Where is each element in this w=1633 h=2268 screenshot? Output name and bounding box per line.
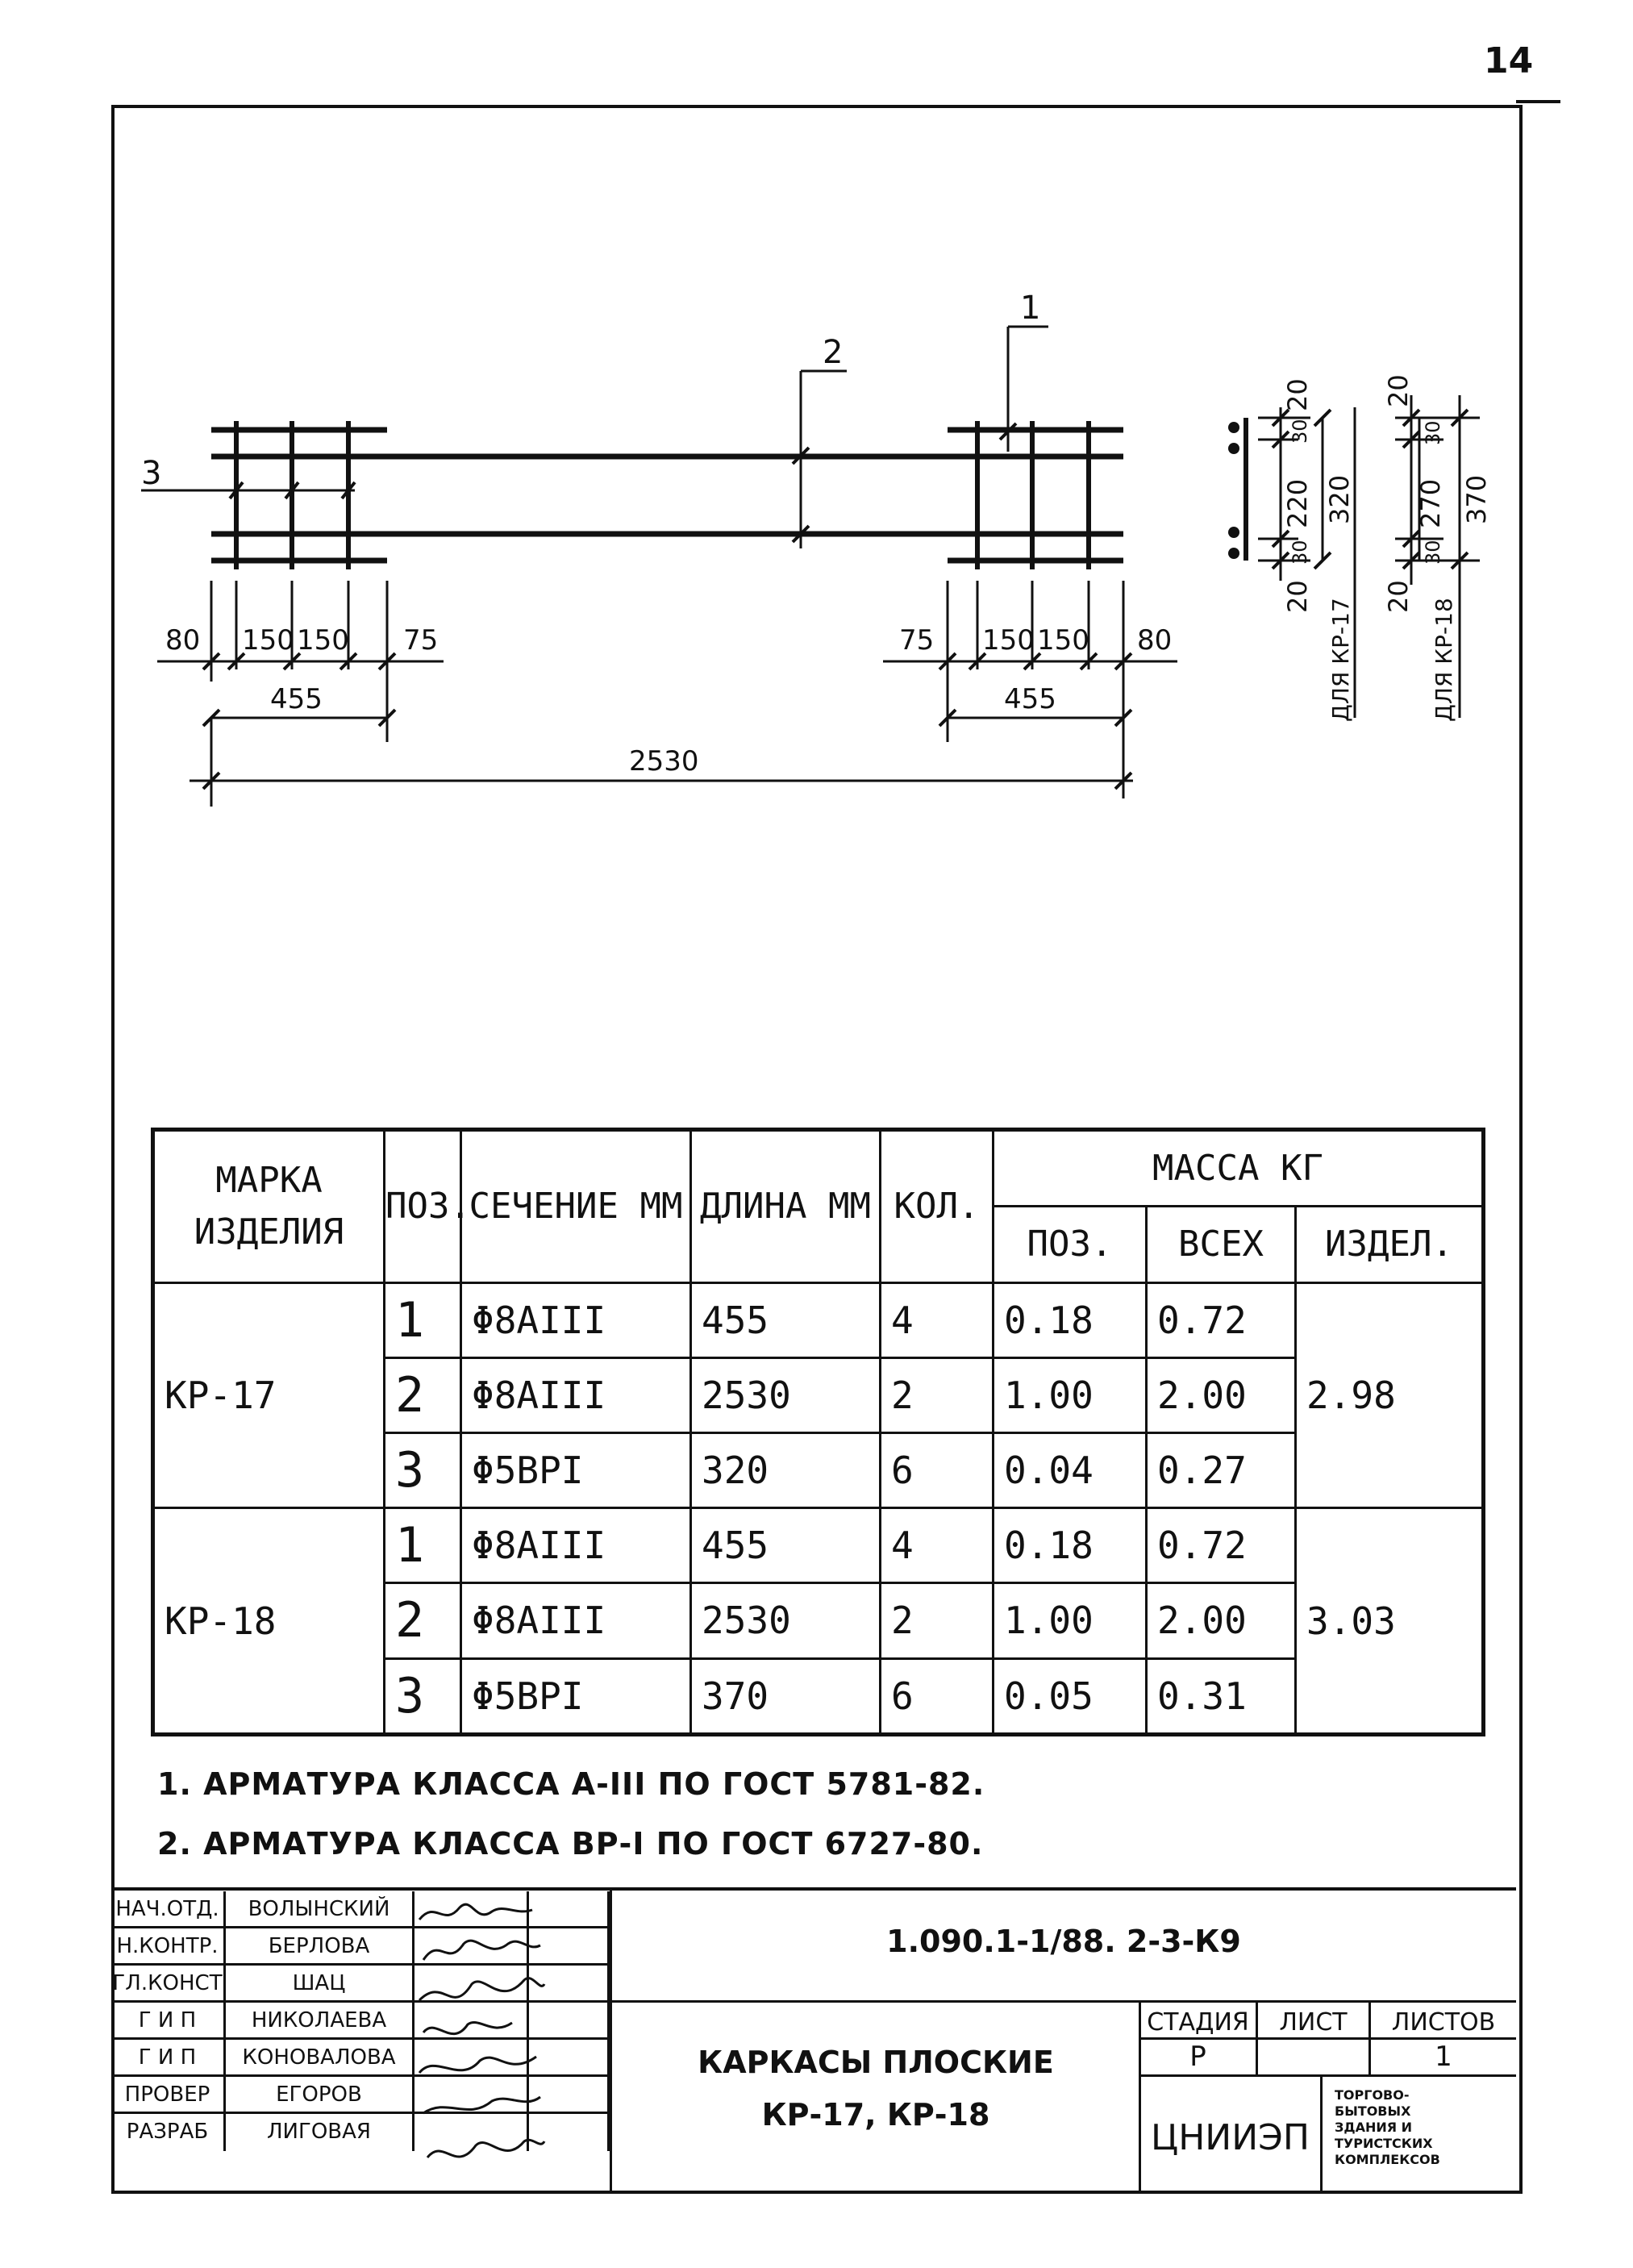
- mass-pos-cell: 0.04: [994, 1433, 1147, 1508]
- sec17-total: 320: [1324, 474, 1355, 524]
- organization-name: ЦНИИЭП: [1151, 2117, 1310, 2158]
- item-mass-cell: 3.03: [1296, 1508, 1484, 1735]
- sec17-30b: 30: [1289, 540, 1311, 565]
- title-block-divider: [610, 1889, 612, 2191]
- qty-cell: 4: [881, 1283, 994, 1358]
- pos-cell: 3: [385, 1658, 461, 1734]
- mass-all-cell: 0.27: [1147, 1433, 1296, 1508]
- header-mass-all: ВСЕХ: [1147, 1207, 1296, 1283]
- qty-cell: 6: [881, 1658, 994, 1734]
- pos-cell: 1: [385, 1508, 461, 1583]
- header-mass: МАССА КГ: [994, 1130, 1484, 1207]
- drawing-title-line1: КАРКАСЫ ПЛОСКИЕ: [698, 2045, 1054, 2080]
- dim-right-3: 150: [1037, 624, 1089, 657]
- qty-cell: 4: [881, 1508, 994, 1583]
- approval-role: Г И П: [111, 2040, 226, 2074]
- org-desc-line: КОМПЛЕКСОВ: [1335, 2152, 1440, 2167]
- pos-cell: 2: [385, 1358, 461, 1433]
- length-cell: 320: [691, 1433, 881, 1508]
- mass-pos-cell: 1.00: [994, 1358, 1147, 1433]
- signatures-graphic: [411, 1895, 548, 2194]
- stage-header-line: [1139, 2037, 1516, 2040]
- section-cell: Φ8AIII: [461, 1283, 691, 1358]
- approval-role: ПРОВЕР: [111, 2077, 226, 2112]
- approval-role: ГЛ.КОНСТ: [111, 1966, 226, 2000]
- stage-value-line: [1139, 2074, 1516, 2077]
- sec18-label: ДЛЯ КР-18: [1431, 598, 1457, 722]
- note-1: 1. АРМАТУРА КЛАССА А-III ПО ГОСТ 5781-82.: [157, 1766, 985, 1802]
- approval-name: ШАЦ: [226, 1966, 414, 2000]
- mass-all-cell: 0.72: [1147, 1283, 1296, 1358]
- approval-name: НИКОЛАЕВА: [226, 2003, 414, 2037]
- dim-left-1: 80: [165, 624, 201, 657]
- length-cell: 2530: [691, 1358, 881, 1433]
- dim-overall: 2530: [629, 745, 699, 778]
- approval-role: Г И П: [111, 2003, 226, 2037]
- dim-left-3: 150: [297, 624, 349, 657]
- stage-value: Р: [1189, 2041, 1206, 2073]
- header-mass-item: ИЗДЕЛ.: [1296, 1207, 1484, 1283]
- qty-cell: 6: [881, 1433, 994, 1508]
- mass-pos-cell: 0.05: [994, 1658, 1147, 1734]
- sheets-label: ЛИСТОВ: [1391, 2008, 1496, 2037]
- sec18-30a: 30: [1422, 420, 1444, 445]
- mass-all-cell: 0.72: [1147, 1508, 1296, 1583]
- length-cell: 370: [691, 1658, 881, 1734]
- drawing-title-line2: КР-17, КР-18: [761, 2097, 990, 2133]
- pos-cell: 3: [385, 1433, 461, 1508]
- sec17-label: ДЛЯ КР-17: [1327, 598, 1354, 722]
- sec18-bottom: 20: [1383, 580, 1414, 613]
- org-divider: [1320, 2077, 1323, 2191]
- sec18-total: 370: [1461, 474, 1492, 524]
- header-pos: ПОЗ.: [385, 1130, 461, 1283]
- sheets-value: 1: [1435, 2041, 1452, 2073]
- sec17-top: 20: [1282, 378, 1313, 411]
- mass-pos-cell: 0.18: [994, 1283, 1147, 1358]
- sheet-label: ЛИСТ: [1279, 2008, 1348, 2037]
- dim-right-2: 150: [982, 624, 1035, 657]
- approval-role: РАЗРАБ: [111, 2114, 226, 2151]
- stage-label: СТАДИЯ: [1147, 2008, 1249, 2037]
- mass-pos-cell: 0.18: [994, 1508, 1147, 1583]
- note-2: 2. АРМАТУРА КЛАССА ВР-I ПО ГОСТ 6727-80.: [157, 1826, 984, 1862]
- header-qty: КОЛ.: [881, 1130, 994, 1283]
- sec17-bottom: 20: [1282, 580, 1313, 613]
- section-cell: Φ8AIII: [461, 1358, 691, 1433]
- callout-1: 1: [1020, 290, 1041, 327]
- qty-cell: 2: [881, 1358, 994, 1433]
- section-cell: Φ5BPI: [461, 1658, 691, 1734]
- dim-left-4: 75: [403, 624, 439, 657]
- callout-2: 2: [823, 334, 844, 371]
- specification-table: [151, 1128, 1485, 1736]
- approval-role: Н.КОНТР.: [111, 1928, 226, 1963]
- document-code: 1.090.1-1/88. 2-3-К9: [886, 1924, 1241, 1959]
- sec18-top: 20: [1383, 374, 1414, 407]
- pos-cell: 2: [385, 1583, 461, 1658]
- qty-cell: 2: [881, 1583, 994, 1658]
- approval-name: ВОЛЫНСКИЙ: [226, 1891, 414, 1926]
- sec18-30b: 30: [1422, 540, 1444, 565]
- org-desc-line: БЫТОВЫХ: [1335, 2103, 1411, 2119]
- dim-right-total: 455: [1004, 683, 1056, 715]
- sec18-mid: 270: [1415, 478, 1446, 528]
- mark-cell: КР-18: [153, 1508, 385, 1735]
- approval-name: ЕГОРОВ: [226, 2077, 414, 2112]
- mass-all-cell: 0.31: [1147, 1658, 1296, 1734]
- org-desc-line: ТОРГОВО-: [1335, 2087, 1410, 2103]
- code-row-line: [612, 2000, 1516, 2003]
- mass-all-cell: 2.00: [1147, 1358, 1296, 1433]
- approval-role: НАЧ.ОТД.: [111, 1891, 226, 1926]
- dim-left-2: 150: [242, 624, 294, 657]
- frame-drawing: [0, 0, 1633, 887]
- header-mark: МАРКА ИЗДЕЛИЯ: [153, 1130, 385, 1283]
- mass-pos-cell: 1.00: [994, 1583, 1147, 1658]
- org-desc-line: ЗДАНИЯ И: [1335, 2120, 1413, 2135]
- table-row: [153, 1283, 1484, 1358]
- length-cell: 2530: [691, 1583, 881, 1658]
- length-cell: 455: [691, 1283, 881, 1358]
- section-cell: Φ8AIII: [461, 1508, 691, 1583]
- title-block-top-line: [111, 1887, 1516, 1891]
- pos-cell: 1: [385, 1283, 461, 1358]
- approval-name: ЛИГОВАЯ: [226, 2114, 414, 2151]
- sec17-mid: 220: [1282, 478, 1313, 528]
- section-cell: Φ5BPI: [461, 1433, 691, 1508]
- approval-name: БЕРЛОВА: [226, 1928, 414, 1963]
- mass-all-cell: 2.00: [1147, 1583, 1296, 1658]
- item-mass-cell: 2.98: [1296, 1283, 1484, 1508]
- dim-right-4: 80: [1137, 624, 1173, 657]
- header-mass-pos: ПОЗ.: [994, 1207, 1147, 1283]
- approval-name: КОНОВАЛОВА: [226, 2040, 414, 2074]
- sheet-number: 14: [1484, 40, 1534, 81]
- length-cell: 455: [691, 1508, 881, 1583]
- sec17-30a: 30: [1289, 419, 1311, 444]
- header-section: СЕЧЕНИЕ ММ: [461, 1130, 691, 1283]
- org-desc-line: ТУРИСТСКИХ: [1335, 2136, 1433, 2151]
- organization-description: [1335, 2087, 1512, 2168]
- dim-right-1: 75: [899, 624, 935, 657]
- table-row: [153, 1508, 1484, 1583]
- header-length: ДЛИНА ММ: [691, 1130, 881, 1283]
- dim-left-total: 455: [270, 683, 323, 715]
- section-cell: Φ8AIII: [461, 1583, 691, 1658]
- callout-3: 3: [141, 455, 162, 492]
- mark-cell: КР-17: [153, 1283, 385, 1508]
